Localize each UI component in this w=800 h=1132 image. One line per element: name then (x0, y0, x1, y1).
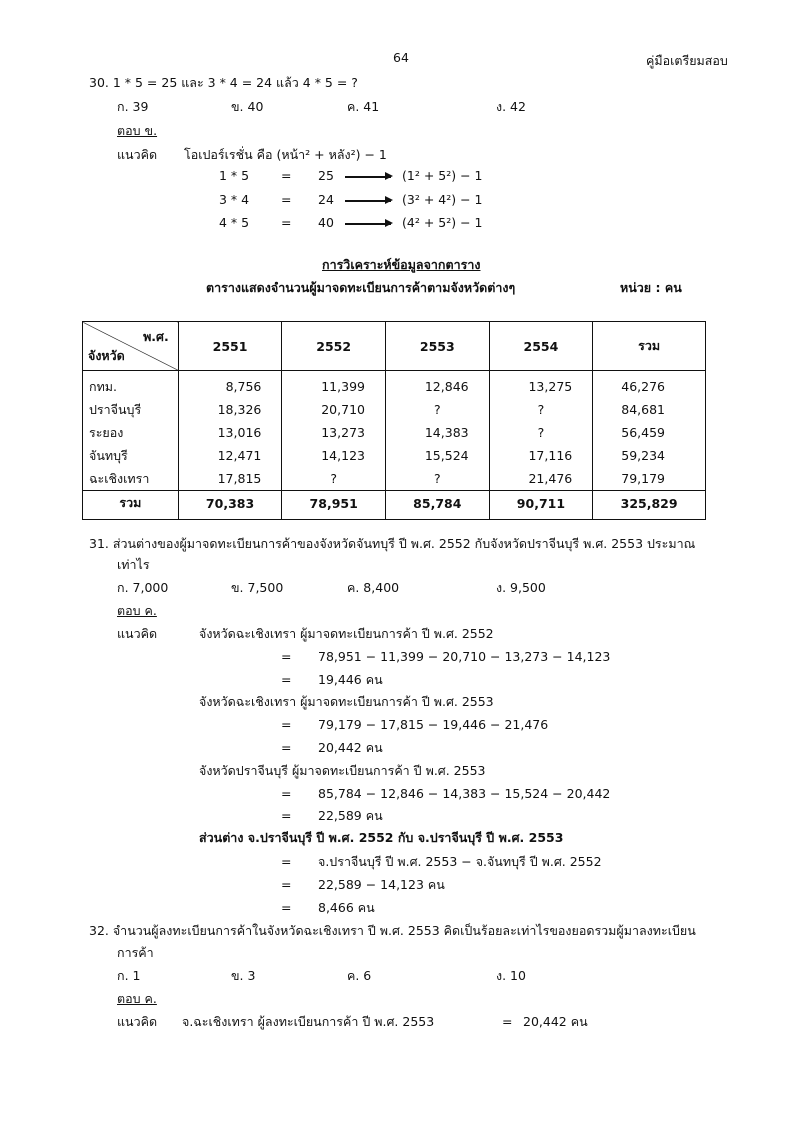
q32-choice-c: ค. 6 (347, 968, 372, 983)
q31-method-label: แนวคิด (117, 626, 158, 641)
q31-text-line1: 31. ส่วนต่างของผู้มาจดทะเบียนการค้าของจังหวัดจันทบุรี ปี พ.ศ. 2552 กับจังหวัดปราจีนบุรี พ.ศ. 2553 ประมาณ (89, 536, 696, 551)
table-cell: 21,476 (489, 467, 593, 491)
q31-step-expr: 85,784 − 12,846 − 14,383 − 15,524 − 20,442 (318, 786, 611, 801)
column-header: 2553 (385, 322, 489, 371)
table-cell: 13,275 (489, 371, 593, 399)
q31-step-expr: 22,589 − 14,123 คน (318, 877, 445, 892)
table-cell: 14,383 (385, 421, 489, 444)
q30-choice-a: ก. 39 (117, 99, 149, 114)
province-cell: ปราจีนบุรี (83, 398, 179, 421)
arrow-right-icon (345, 176, 391, 178)
table-cell: 46,276 (593, 371, 706, 399)
q31-step-expr: 78,951 − 11,399 − 20,710 − 13,273 − 14,123 (318, 649, 611, 664)
q31-step-eq: = (281, 808, 292, 823)
q30-method-text: โอเปอร์เรชั่น คือ (หน้า² + หลัง²) − 1 (184, 147, 387, 162)
table-cell: ? (282, 467, 386, 491)
q30-row-lhs: 4 * 5 (219, 215, 250, 230)
table-cell: 15,524 (385, 444, 489, 467)
arrow-right-icon (345, 200, 391, 202)
table-cell: 18,326 (178, 398, 282, 421)
q31-step-expr: 22,589 คน (318, 808, 383, 823)
table-row (83, 444, 706, 467)
table-cell: 12,846 (385, 371, 489, 399)
q31-choice-d: ง. 9,500 (496, 580, 546, 595)
q30-method-label: แนวคิด (117, 147, 158, 162)
table-cell: 14,123 (282, 444, 386, 467)
q31-step-expr: จ.ปราจีนบุรี ปี พ.ศ. 2553 − จ.จันทบุรี ปี พ.ศ. 2552 (318, 854, 602, 869)
total-cell: 90,711 (489, 491, 593, 520)
table-cell: 17,815 (178, 467, 282, 491)
q32-choice-b: ข. 3 (231, 968, 256, 983)
q31-step-expr: 19,446 คน (318, 672, 383, 687)
q31-step-eq: = (281, 672, 292, 687)
q32-eq: = (502, 1014, 513, 1029)
column-header: 2554 (489, 322, 593, 371)
q31-step-expr: 79,179 − 17,815 − 19,446 − 21,476 (318, 717, 549, 732)
table-corner-header (83, 322, 179, 371)
table-cell: 13,273 (282, 421, 386, 444)
q31-choice-a: ก. 7,000 (117, 580, 169, 595)
q32-value: 20,442 คน (523, 1014, 588, 1029)
q30-text: 30. 1 * 5 = 25 และ 3 * 4 = 24 แล้ว 4 * 5 = ? (89, 75, 358, 90)
q31-step-heading: จังหวัดฉะเชิงเทรา ผู้มาจดทะเบียนการค้า ปี พ.ศ. 2553 (199, 694, 494, 709)
total-cell: 70,383 (178, 491, 282, 520)
province-cell: ฉะเชิงเทรา (83, 467, 179, 491)
total-cell: 325,829 (593, 491, 706, 520)
table-header-row (83, 322, 706, 371)
table-cell: 8,756 (178, 371, 282, 399)
table-row (83, 398, 706, 421)
column-header: รวม (593, 322, 706, 371)
province-cell: จันทบุรี (83, 444, 179, 467)
q32-text-line1: 32. จำนวนผู้ลงทะเบียนการค้าในจังหวัดฉะเชิงเทรา ปี พ.ศ. 2553 คิดเป็นร้อยละเท่าไรของยอดรวมผู้มาลงทะเบียน (89, 923, 696, 938)
page-number: 64 (393, 50, 409, 65)
arrow-right-icon (345, 223, 391, 225)
q30-row-rhs: (3² + 4²) − 1 (402, 192, 483, 207)
province-cell: ระยอง (83, 421, 179, 444)
q31-step-eq: = (281, 854, 292, 869)
q31-step-expr: 20,442 คน (318, 740, 383, 755)
q30-choice-b: ข. 40 (231, 99, 264, 114)
province-cell: กทม. (83, 371, 179, 399)
table-cell: 13,016 (178, 421, 282, 444)
q31-step-eq: = (281, 786, 292, 801)
q32-answer: ตอบ ค. (117, 991, 157, 1006)
q30-row-eq: = (281, 215, 292, 230)
table-cell: 59,234 (593, 444, 706, 467)
q31-choice-b: ข. 7,500 (231, 580, 284, 595)
q31-step-eq: = (281, 900, 292, 915)
q31-difference-heading: ส่วนต่าง จ.ปราจีนบุรี ปี พ.ศ. 2552 กับ จ.ปราจีนบุรี ปี พ.ศ. 2553 (199, 830, 564, 845)
corner-year-label: พ.ศ. (143, 329, 169, 344)
column-header: 2552 (282, 322, 386, 371)
table-unit: หน่วย : คน (620, 280, 682, 295)
book-title: คู่มือเตรียมสอบ (646, 53, 728, 68)
q30-row-rhs: (1² + 5²) − 1 (402, 168, 483, 183)
q31-step-expr: 8,466 คน (318, 900, 375, 915)
total-cell: 85,784 (385, 491, 489, 520)
q30-row-eq: = (281, 192, 292, 207)
table-cell: 84,681 (593, 398, 706, 421)
q32-choice-d: ง. 10 (496, 968, 526, 983)
q31-text-line2: เท่าไร (117, 557, 150, 572)
section-title: การวิเคราะห์ข้อมูลจากตาราง (322, 257, 481, 272)
q32-method-label: แนวคิด (117, 1014, 158, 1029)
q30-choice-d: ง. 42 (496, 99, 526, 114)
q30-row-val: 25 (318, 168, 334, 183)
table-cell: 11,399 (282, 371, 386, 399)
table-cell: 20,710 (282, 398, 386, 421)
table-row (83, 421, 706, 444)
table-total-row (83, 491, 706, 520)
total-label: รวม (83, 491, 179, 520)
q31-step-eq: = (281, 717, 292, 732)
table-row (83, 371, 706, 399)
table-cell: ? (385, 398, 489, 421)
q30-row-val: 24 (318, 192, 334, 207)
q31-step-heading: จังหวัดปราจีนบุรี ผู้มาจดทะเบียนการค้า ปี พ.ศ. 2553 (199, 763, 486, 778)
q30-row-lhs: 3 * 4 (219, 192, 250, 207)
q30-row-eq: = (281, 168, 292, 183)
q32-choice-a: ก. 1 (117, 968, 141, 983)
table-cell: 56,459 (593, 421, 706, 444)
table-cell: ? (489, 398, 593, 421)
table-cell: ? (489, 421, 593, 444)
q31-step-eq: = (281, 740, 292, 755)
column-header: 2551 (178, 322, 282, 371)
table-cell: 17,116 (489, 444, 593, 467)
q30-row-lhs: 1 * 5 (219, 168, 250, 183)
q30-row-val: 40 (318, 215, 334, 230)
q30-choice-c: ค. 41 (347, 99, 380, 114)
total-cell: 78,951 (282, 491, 386, 520)
q32-text-line2: การค้า (117, 945, 154, 960)
table-title: ตารางแสดงจำนวนผู้มาจดทะเบียนการค้าตามจังหวัดต่างๆ (206, 280, 516, 295)
table-row (83, 467, 706, 491)
registration-table (82, 321, 706, 520)
q31-answer: ตอบ ค. (117, 603, 157, 618)
table-cell: 12,471 (178, 444, 282, 467)
table-cell: ? (385, 467, 489, 491)
q30-row-rhs: (4² + 5²) − 1 (402, 215, 483, 230)
corner-province-label: จังหวัด (88, 348, 125, 363)
q30-answer: ตอบ ข. (117, 123, 158, 138)
table-cell: 79,179 (593, 467, 706, 491)
q32-method-text: จ.ฉะเชิงเทรา ผู้ลงทะเบียนการค้า ปี พ.ศ. 2553 (182, 1014, 435, 1029)
q31-step-eq: = (281, 649, 292, 664)
q31-step-heading: จังหวัดฉะเชิงเทรา ผู้มาจดทะเบียนการค้า ปี พ.ศ. 2552 (199, 626, 494, 641)
q31-choice-c: ค. 8,400 (347, 580, 400, 595)
q31-step-eq: = (281, 877, 292, 892)
